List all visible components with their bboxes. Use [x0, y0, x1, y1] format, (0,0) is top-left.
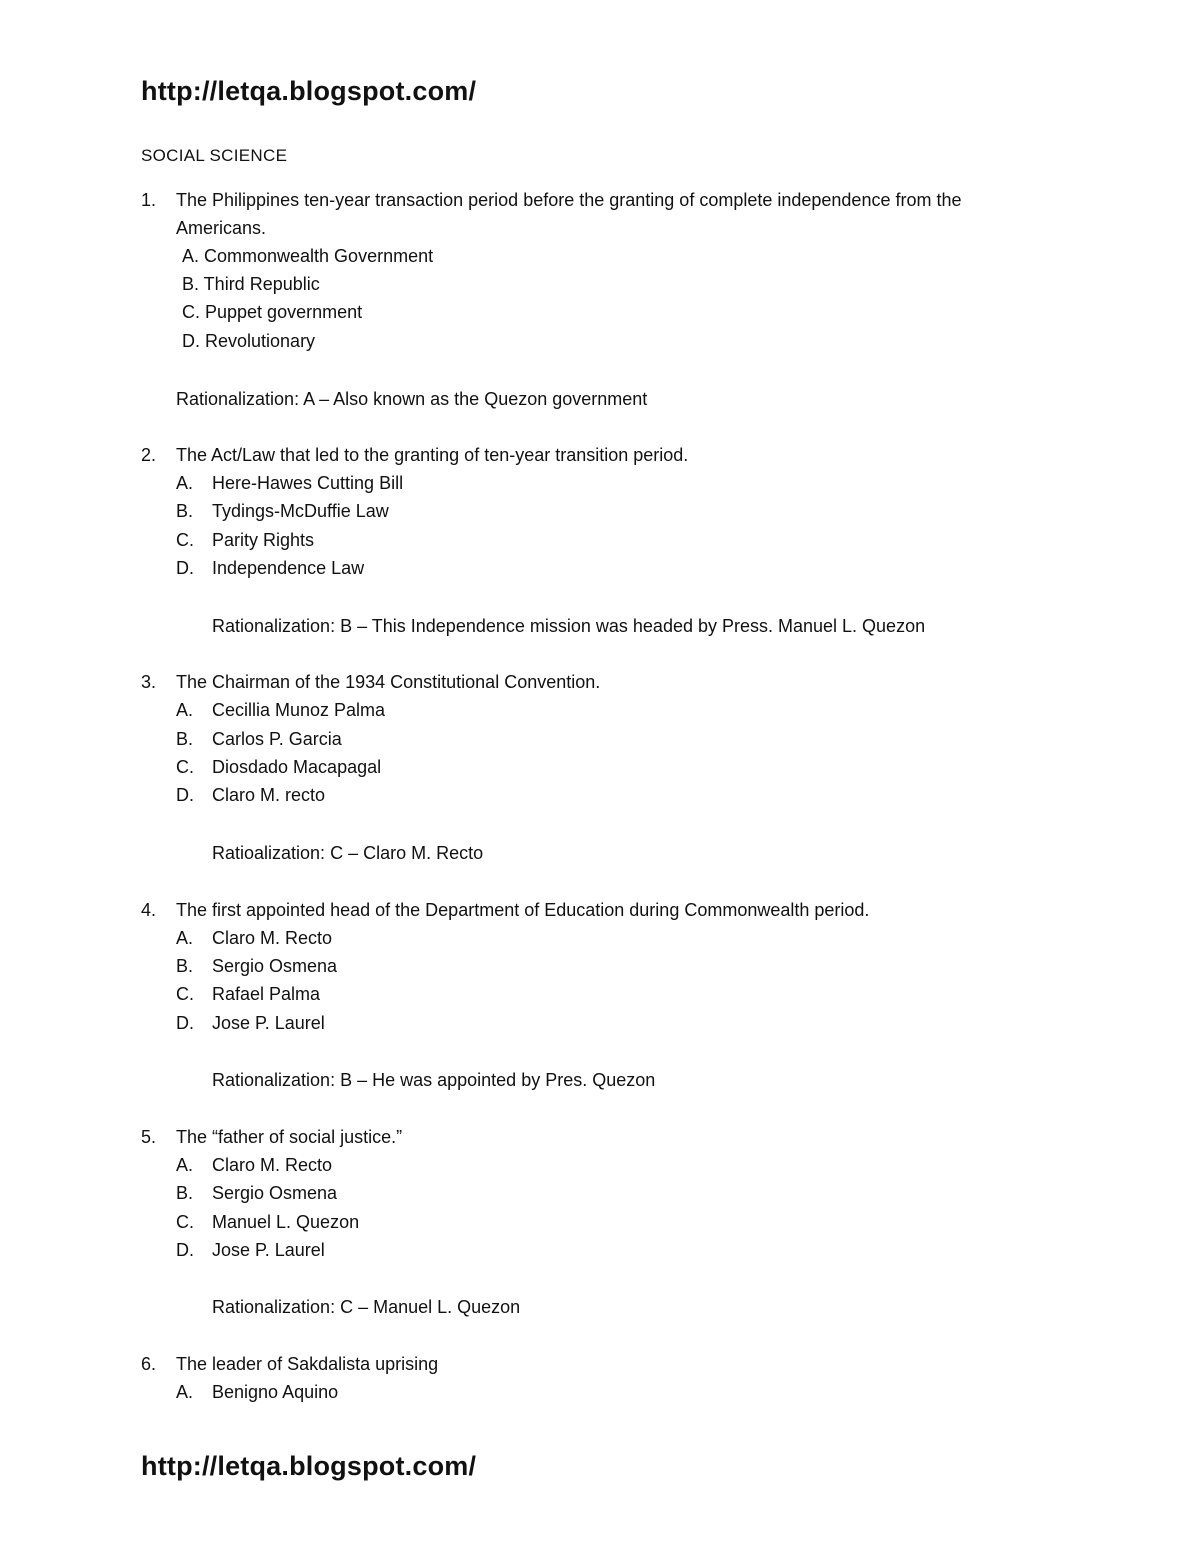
question-text: The first appointed head of the Department of Education during Commonwealth period. [176, 900, 870, 920]
option-text: Sergio Osmena [212, 956, 338, 976]
option-text: Benigno Aquino [212, 1382, 339, 1402]
option-c: C. Puppet government [182, 302, 363, 322]
option-text: Claro M. recto [212, 785, 326, 805]
question-text: The Chairman of the 1934 Constitutional Convention. [176, 672, 601, 692]
option-letter: C. [176, 984, 194, 1004]
option-letter: D. [176, 1013, 194, 1033]
option-letter: C. [176, 530, 194, 550]
option-letter: A. [176, 473, 194, 493]
option-letter: B. [176, 501, 194, 521]
option-letter: D. [176, 785, 194, 805]
option-b: B. Third Republic [182, 274, 320, 294]
question-number: 2. [141, 445, 157, 465]
rationalization: Ratioalization: C – Claro M. Recto [212, 843, 484, 863]
option-text: Sergio Osmena [212, 1183, 338, 1203]
option-letter: D. [176, 558, 194, 578]
option-letter: A. [176, 1382, 194, 1402]
subject-title: SOCIAL SCIENCE [141, 146, 288, 165]
option-text: Jose P. Laurel [212, 1013, 325, 1033]
option-text: Rafael Palma [212, 984, 321, 1004]
option-text: Claro M. Recto [212, 928, 333, 948]
question-number: 6. [141, 1354, 157, 1374]
option-d: D. Revolutionary [182, 331, 316, 351]
option-text: Claro M. Recto [212, 1155, 333, 1175]
question-number: 3. [141, 672, 157, 692]
question-text: The “father of social justice.” [176, 1127, 403, 1147]
option-text: Tydings-McDuffie Law [212, 501, 389, 521]
option-letter: A. [176, 928, 194, 948]
header-url: http://letqa.blogspot.com/ [141, 76, 477, 106]
question-text-continued: Americans. [176, 218, 267, 238]
option-letter: D. [176, 1240, 194, 1260]
option-text: Carlos P. Garcia [212, 729, 342, 749]
option-text: Here-Hawes Cutting Bill [212, 473, 404, 493]
option-text: Parity Rights [212, 530, 315, 550]
option-letter: C. [176, 1212, 194, 1232]
rationalization: Rationalization: B – This Independence mission was headed by Press. Manuel L. Quezon [212, 616, 926, 636]
option-letter: B. [176, 1183, 194, 1203]
option-letter: B. [176, 956, 194, 976]
option-letter: A. [176, 1155, 194, 1175]
rationalization: Rationalization: B – He was appointed by Pres. Quezon [212, 1070, 656, 1090]
option-text: Cecillia Munoz Palma [212, 700, 386, 720]
question-text: The leader of Sakdalista uprising [176, 1354, 439, 1374]
question-number: 4. [141, 900, 157, 920]
option-a: A. Commonwealth Government [182, 246, 434, 266]
option-letter: B. [176, 729, 194, 749]
option-text: Diosdado Macapagal [212, 757, 382, 777]
option-text: Jose P. Laurel [212, 1240, 325, 1260]
option-letter: C. [176, 757, 194, 777]
footer-url: http://letqa.blogspot.com/ [141, 1451, 477, 1481]
question-number: 5. [141, 1127, 157, 1147]
question-number: 1. [141, 190, 157, 210]
option-text: Manuel L. Quezon [212, 1212, 360, 1232]
rationalization: Rationalization: C – Manuel L. Quezon [212, 1297, 521, 1317]
rationalization: Rationalization: A – Also known as the Quezon government [176, 389, 648, 409]
option-letter: A. [176, 700, 194, 720]
option-text: Independence Law [212, 558, 365, 578]
question-text: The Philippines ten-year transaction period before the granting of complete independence from the [176, 190, 962, 210]
question-text: The Act/Law that led to the granting of ten-year transition period. [176, 445, 689, 465]
